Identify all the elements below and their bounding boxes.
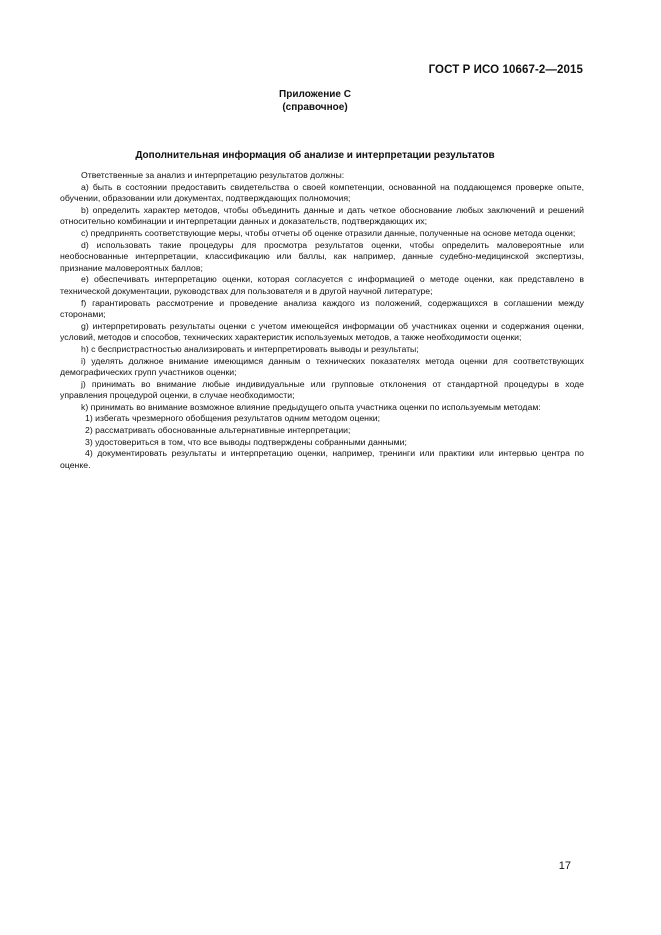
list-item: b) определить характер методов, чтобы объединить данные и дать четкое обоснование любых заключений и решений относительно комбинации и интерпретации данных и доказательств, подтверждающих их; [60,204,584,227]
intro-paragraph: Ответственные за анализ и интерпретацию результатов должны: [81,170,345,180]
list-item: g) интерпретировать результаты оценки с учетом имеющейся информации об участниках оценки и содержания оценки, условий, методов и способов, технических характеристик используемых методов, а также необходимости оценки; [60,320,584,343]
list-item: i) уделять должное внимание имеющимся данным о технических показателях метода оценки для соответствующих демографических групп участников оценки; [60,355,584,378]
list-item: k) принимать во внимание возможное влияние предыдущего опыта участника оценки по используемым методам: [81,401,541,412]
document-code-header: ГОСТ Р ИСО 10667-2—2015 [428,64,583,76]
list-item: е) обеспечивать интерпретацию оценки, которая согласуется с информацией о методе оценки, как представлено в технической документации, руководствах для пользователя и в другой научной литературе; [60,274,584,296]
appendix-heading [0,88,630,114]
list-item: d) использовать такие процедуры для просмотра результатов оценки, чтобы определить маловероятные или необоснованные интерпретации, классификацию или баллы, как например, данные судебно-медицинской экспертизы, признание маловероятных баллов; [60,239,584,273]
list-item: а) быть в состоянии предоставить свидетельства о своей компетенции, основанной на поддающемся проверке опыте, обучении, образовании или документах, подтверждающих полномочия; [60,181,584,204]
section-title: Дополнительная информация об анализе и интерпретации результатов [135,150,495,161]
sub-list-item: 4) документировать результаты и интерпретацию оценки, например, тренинги или практики или интервью центра по оценке. [60,448,584,470]
sub-list-item: 3) удостовериться в том, что все выводы подтверждены собранными данными; [85,436,407,447]
sub-list-item: 2) рассматривать обоснованные альтернативные интерпретации; [85,425,351,436]
list-item: f) гарантировать рассмотрение и проведение анализа каждого из положений, содержащихся в соглашении между сторонами; [60,297,584,320]
sub-list-item: 1) избегать чрезмерного обобщения результатов одним методом оценки; [85,413,381,424]
list-item: c) предпринять соответствующие меры, чтобы отчеты об оценке отразили данные, полученные на основе метода оценки; [81,227,576,238]
body-text [60,170,584,471]
list-item: j) принимать во внимание любые индивидуальные или групповые отклонения от стандартной процедуры в ходе управления процедурой оценки, в случае необходимости; [60,378,584,401]
list-item: h) с беспристрастностью анализировать и интерпретировать выводы и результаты; [81,343,419,354]
appendix-label: Приложение С [279,89,351,100]
page-number: 17 [558,860,571,872]
appendix-type: (справочное) [282,102,348,113]
